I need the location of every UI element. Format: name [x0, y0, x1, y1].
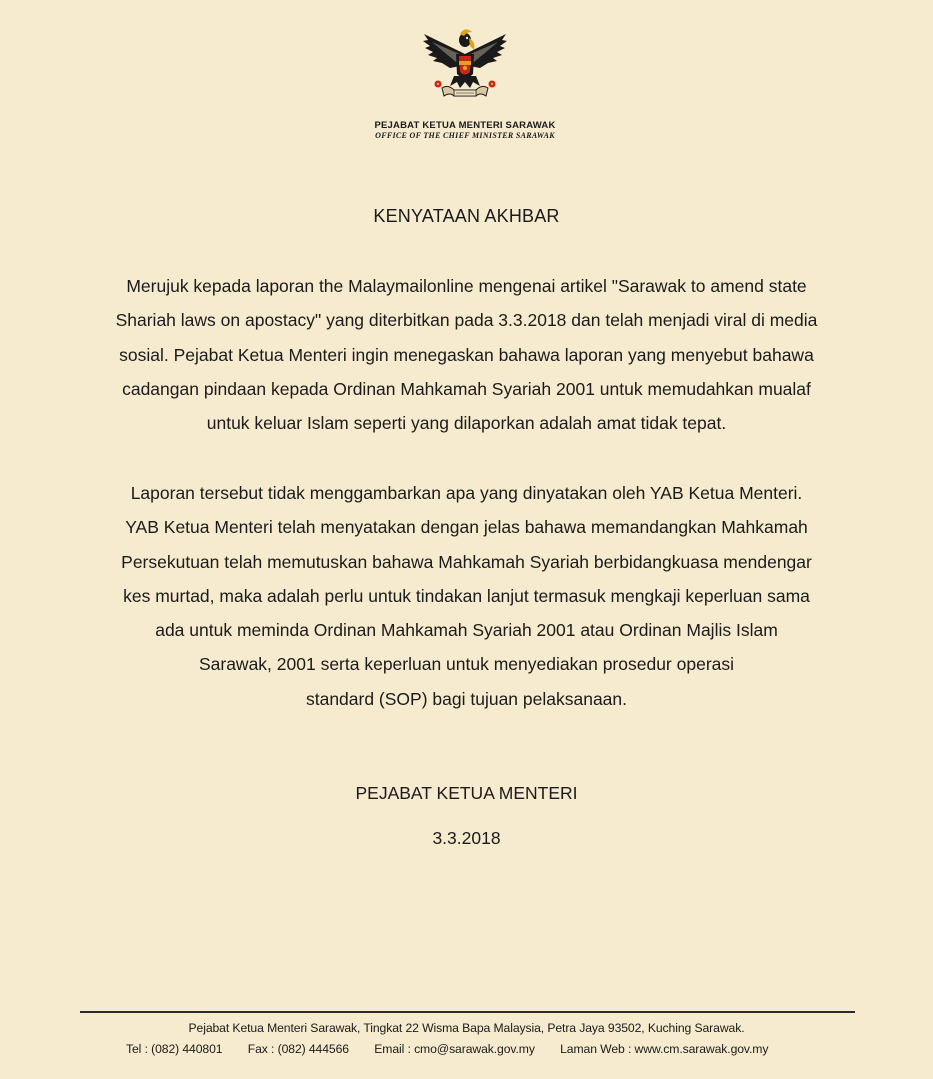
- footer-tel: Tel : (082) 440801: [126, 1042, 223, 1056]
- paragraph-2: [40, 476, 893, 716]
- footer-fax: Fax : (082) 444566: [247, 1042, 349, 1056]
- paragraph-2-line-3: Persekutuan telah memutuskan bahawa Mahkamah Syariah berbidangkuasa mendengar: [121, 551, 812, 572]
- paragraph-2-line-7: standard (SOP) bagi tujuan pelaksanaan.: [305, 688, 628, 709]
- footer-contacts: [126, 1042, 768, 1056]
- footer-divider: [80, 1011, 855, 1013]
- paragraph-1-line-1: Merujuk kepada laporan the Malaymailonline mengenai artikel "Sarawak to amend state: [126, 276, 807, 296]
- paragraph-2-line-2: YAB Ketua Menteri telah menyatakan dengan jelas bahawa memandangkan Mahkamah: [125, 517, 808, 538]
- paragraph-2-line-4: kes murtad, maka adalah perlu untuk tindakan lanjut termasuk mengkaji keperluan sama: [123, 585, 810, 606]
- paragraph-1: [40, 269, 893, 440]
- paragraph-2-line-5: ada untuk meminda Ordinan Mahkamah Syariah 2001 atau Ordinan Majlis Islam: [155, 620, 778, 641]
- paragraph-2-line-6: Sarawak, 2001 serta keperluan untuk menyediakan prosedur operasi: [198, 654, 735, 675]
- paragraph-1-line-4: cadangan pindaan kepada Ordinan Mahkamah Syariah 2001 untuk memudahkan mualaf: [122, 378, 811, 399]
- signoff: PEJABAT KETUA MENTERI: [355, 783, 578, 803]
- paragraph-1-line-5: untuk keluar Islam seperti yang dilaporkan adalah amat tidak tepat.: [206, 413, 727, 434]
- statement-date: 3.3.2018: [432, 828, 501, 848]
- paragraph-1-line-2: Shariah laws on apostacy" yang diterbitkan pada 3.3.2018 dan telah menjadi viral di media: [115, 310, 818, 331]
- document-heading: KENYATAAN AKHBAR: [373, 206, 560, 226]
- sarawak-crest-icon: [420, 24, 510, 114]
- paragraph-2-line-1: Laporan tersebut tidak menggambarkan apa yang dinyatakan oleh YAB Ketua Menteri.: [130, 483, 803, 503]
- office-name-english: OFFICE OF THE CHIEF MINISTER SARAWAK: [375, 131, 555, 140]
- footer-website: Laman Web : www.cm.sarawak.gov.my: [560, 1042, 769, 1056]
- footer-address: Pejabat Ketua Menteri Sarawak, Tingkat 22 Wisma Bapa Malaysia, Petra Jaya 93502, Kuching Sarawak.: [188, 1021, 745, 1035]
- office-name-malay: PEJABAT KETUA MENTERI SARAWAK: [374, 120, 556, 131]
- paragraph-1-line-3: sosial. Pejabat Ketua Menteri ingin menegaskan bahawa laporan yang menyebut bahawa: [119, 344, 814, 365]
- letterhead-office-name: [330, 120, 600, 141]
- footer-email: Email : cmo@sarawak.gov.my: [374, 1042, 535, 1056]
